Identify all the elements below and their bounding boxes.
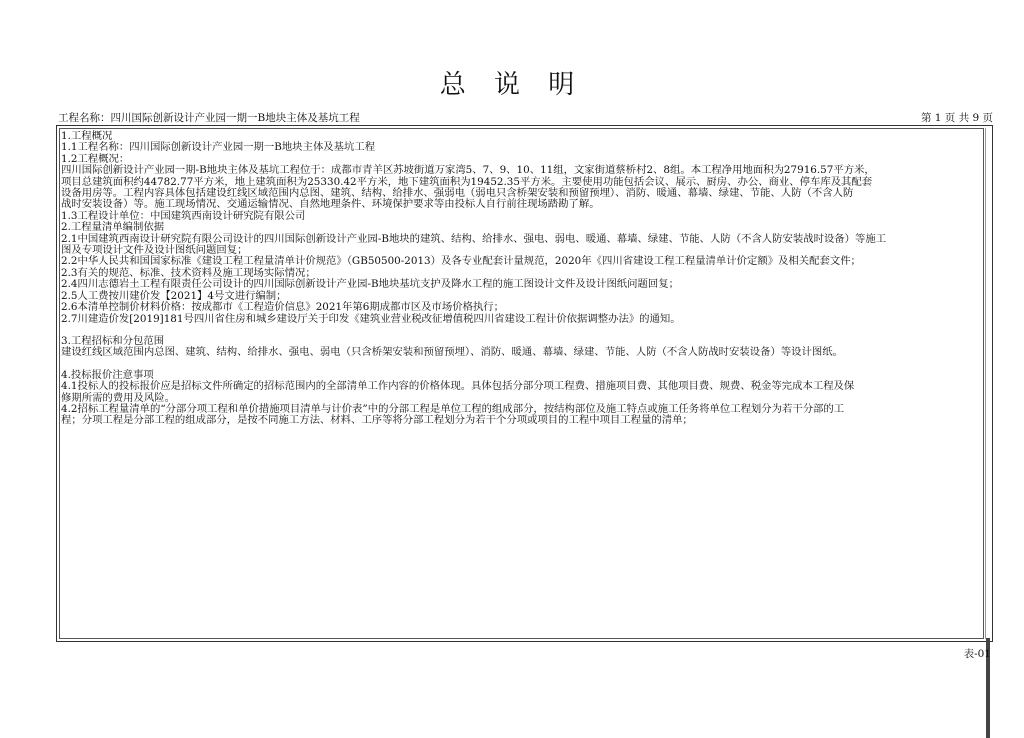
section-1-1: 1.1工程名称：四川国际创新设计产业园一期一B地块主体及基坑工程 <box>61 141 376 154</box>
section-4-heading: 4.投标报价注意事项 <box>61 368 154 381</box>
section-1-heading: 1.工程概况 <box>61 130 113 142</box>
description-text <box>61 131 984 427</box>
section-2-4: 2.4四川志德岩土工程有限责任公司设计的四川国际创新设计产业园-B地块基坑支护及降水工程的施工图设计文件及设计图纸问题回复； <box>61 278 679 291</box>
section-3-line: 建设红线区域范围内总图、建筑、结构、给排水、强电、弱电（只含桥架安装和预留预埋）、消防、暖通、幕墙、绿建、节能、人防（不含人防战时安装设备）等设计图纸。 <box>61 346 843 359</box>
spacer <box>61 325 984 336</box>
section-1-3: 1.3工程设计单位：中国建筑西南设计研究院有限公司 <box>61 209 306 222</box>
section-2-1-line: 2.1中国建筑西南设计研究院有限公司设计的四川国际创新设计产业园-B地块的建筑、结构、给排水、强电、弱电、暖通、幕墙、绿建、节能、人防（不含人防安装战时设备）等施工 <box>61 232 887 245</box>
section-4-2-line: 程；分项工程是分部工程的组成部分，是按不同施工方法、材料、工序等将分部工程划分为若干个分项或项目的工程中项目工程量的清单； <box>61 414 693 427</box>
section-1-2-line: 四川国际创新设计产业园一期-B地块主体及基坑工程位于：成都市青羊区苏坡街道万家湾5、7、9、10、11组，文家街道蔡桥村2、8组。本工程净用地面积为27916.57平方米， <box>61 164 875 177</box>
section-4-1-line: 修期所需的费用及风险。 <box>61 391 175 404</box>
page-indicator: 第 1 页 共 9 页 <box>920 112 993 124</box>
section-2-1-line: 图及专项设计文件及设计图纸问题回复； <box>61 244 248 257</box>
section-1-2-line: 项目总建筑面积约44782.77平方米，地上建筑面积为25330.42平方米，地下建筑面积为19452.35平方米。主要使用功能包括会议、展示、厨房、办公、商业、停车库及其配套 <box>61 175 873 188</box>
section-1-2-line: 战时安装设备）等。施工现场情况、交通运输情况、自然地理条件、环境保护要求等由投标人自行前往现场踏勘了解。 <box>61 198 600 211</box>
section-1-2-line: 设备用房等。工程内容具体包括建设红线区域范围内总图、建筑、结构、给排水、强弱电（弱电只含桥架安装和预留预埋）、消防、暖通、幕墙、绿建、节能、人防（不含人防 <box>61 187 854 200</box>
section-2-3: 2.3有关的规范、标准、技术资料及施工现场实际情况； <box>61 266 316 279</box>
section-2-2: 2.2中华人民共和国国家标准《建设工程工程量清单计价规范》（GB50500-2013）及各专业配套计量规范，2020年《四川省建设工程工程量清单计价定额》及相关配套文件； <box>61 255 861 268</box>
section-2-5: 2.5人工费按川建价发【2021】4号文进行编制； <box>61 289 287 302</box>
vertical-scrollbar[interactable] <box>985 128 991 639</box>
project-name: 工程名称：四川国际创新设计产业园一期一B地块主体及基坑工程 <box>58 112 360 124</box>
section-1-2-heading: 1.2工程概况： <box>61 152 130 165</box>
section-4-2-line: 4.2招标工程量清单的“分部分项工程和单价措施项目清单与计价表”中的分部工程是单位工程的组成部分，按结构部位及施工特点或施工任务将单位工程划分为若干分部的工 <box>61 402 845 415</box>
section-2-heading: 2.工程量清单编制依据 <box>61 221 165 234</box>
section-2-6: 2.6本清单控制价材料价格：按成都市《工程造价信息》2021年第6期成都市区及市场价格执行； <box>61 301 504 314</box>
section-4-1-line: 4.1投标人的投标报价应是招标文件所确定的招标范围内的全部清单工作内容的价格体现。具体包括分部分项工程费、措施项目费、其他项目费、规费、税金等完成本工程及保 <box>61 380 855 393</box>
text-area[interactable] <box>59 128 984 639</box>
content-frame <box>56 125 993 642</box>
section-3-heading: 3.工程招标和分包范围 <box>61 334 165 347</box>
spacer <box>61 359 984 370</box>
form-code: 表-01 <box>963 648 991 660</box>
section-2-7: 2.7川建造价发[2019]181号四川省住房和城乡建设厅关于印发《建筑业营业税改征增值税四川省建设工程计价依据调整办法》的通知。 <box>61 312 681 325</box>
page-title: 总 说 明 <box>439 70 585 100</box>
